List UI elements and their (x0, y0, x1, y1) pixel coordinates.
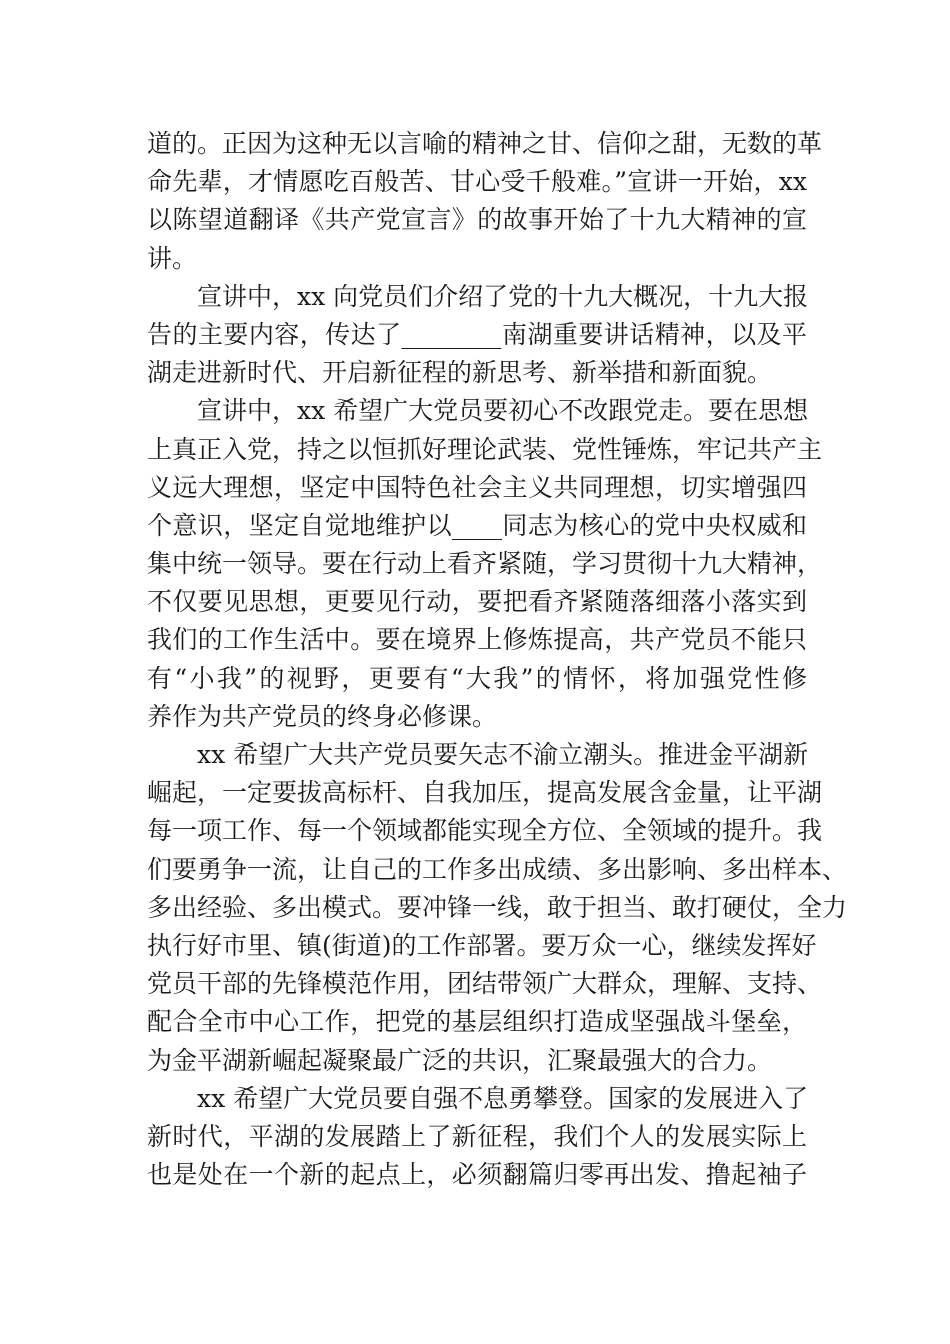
document-text-line: 多出经验、多出模式。要冲锋一线，敢于担当、敢打硬仗，全力 (147, 892, 848, 922)
document-text-line: 配合全市中心工作，把党的基层组织打造成坚强战斗堡垒， (147, 1007, 807, 1037)
document-text-line: xx 希望广大党员要自强不息勇攀登。国家的发展进入了 (147, 1083, 809, 1113)
document-text-line: 崛起，一定要拔高标杆、自我加压，提高发展含金量，让平湖 (147, 778, 823, 808)
document-text-line: 个意识，坚定自觉地维护以____同志为核心的党中央权威和 (147, 510, 807, 540)
document-text-line: 告的主要内容，传达了________南湖重要讲话精神，以及平 (147, 319, 807, 349)
document-text-line: 我们的工作生活中。要在境界上修炼提高，共产党员不能只 (147, 625, 807, 655)
document-text-line: 每一项工作、每一个领域都能实现全方位、全领域的提升。我 (147, 816, 823, 846)
document-body (147, 125, 848, 1194)
document-text-line: 养作为共产党员的终身必修课。 (147, 701, 498, 731)
document-text-line: 宣讲中，xx 希望广大党员要初心不改跟党走。要在思想 (147, 396, 809, 426)
document-text-line: 为金平湖新崛起凝聚最广泛的共识，汇聚最强大的合力。 (147, 1045, 773, 1075)
document-text-line: 讲。 (147, 243, 198, 273)
document-text-line: 执行好市里、镇(街道)的工作部署。要万众一心，继续发挥好 (147, 930, 817, 960)
document-text-line: 新时代，平湖的发展踏上了新征程，我们个人的发展实际上 (147, 1121, 807, 1151)
document-text-line: 义远大理想，坚定中国特色社会主义共同理想，切实增强四 (147, 472, 807, 502)
document-text-line: 上真正入党，持之以恒抓好理论武装、党性锤炼，牢记共产主 (147, 434, 823, 464)
document-text-line: 们要勇争一流，让自己的工作多出成绩、多出影响、多出样本、 (147, 854, 848, 884)
document-text-line: 以陈望道翻译《共产党宣言》的故事开始了十九大精神的宣 (147, 205, 807, 235)
document-text-line: 也是处在一个新的起点上，必须翻篇归零再出发、撸起袖子 (147, 1160, 807, 1190)
document-text-line: 党员干部的先锋模范作用，团结带领广大群众，理解、支持、 (147, 969, 823, 999)
document-text-line: 宣讲中，xx 向党员们介绍了党的十九大概况，十九大报 (147, 281, 809, 311)
document-text-line: 不仅要见思想，更要见行动，要把看齐紧随落细落小落实到 (147, 587, 807, 617)
document-text-line: 命先辈，才情愿吃百般苦、甘心受千般难。”宣讲一开始，xx (147, 167, 807, 197)
document-text-line: 湖走进新时代、开启新征程的新思考、新举措和新面貌。 (147, 358, 773, 388)
document-text-line: 道的。正因为这种无以言喻的精神之甘、信仰之甜，无数的革 (147, 129, 823, 158)
document-text-line: xx 希望广大共产党员要矢志不渝立潮头。推进金平湖新 (147, 740, 809, 769)
document-text-line: 集中统一领导。要在行动上看齐紧随，学习贯彻十九大精神， (147, 549, 823, 579)
document-text-line: 有“小我”的视野，更要有“大我”的情怀，将加强党性修 (147, 663, 807, 693)
